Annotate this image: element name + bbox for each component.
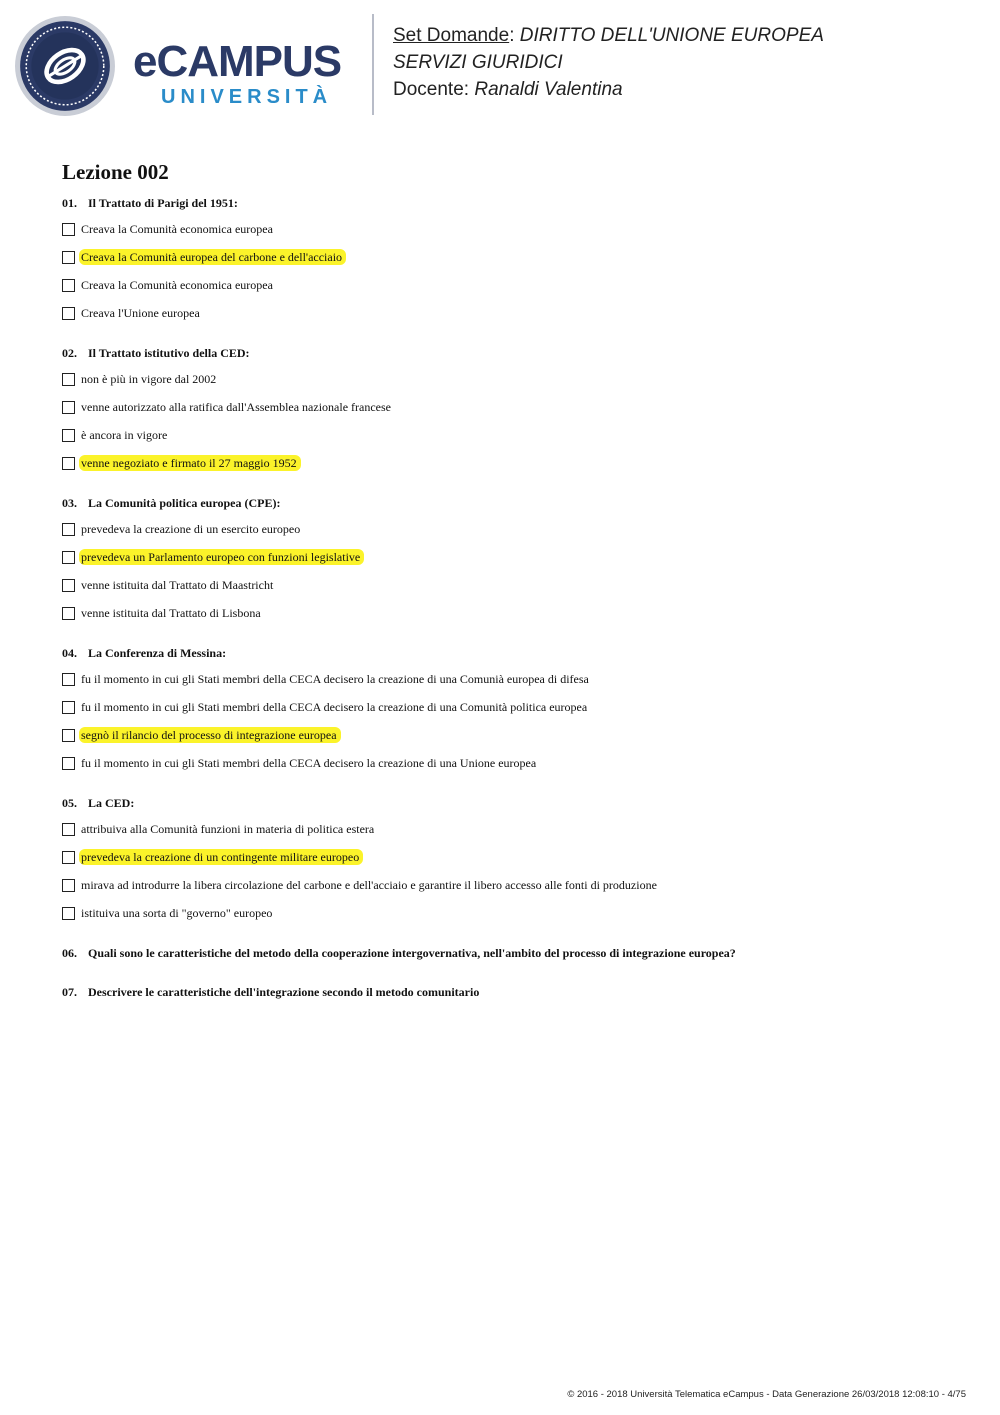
header-info (393, 22, 824, 103)
question-label: La Conferenza di Messina: (88, 646, 227, 660)
question-number: 01. (62, 196, 77, 210)
question-number: 02. (62, 346, 77, 360)
question-text (62, 346, 962, 361)
question-block (62, 796, 962, 921)
answer-checkbox[interactable] (62, 729, 75, 742)
correct-answer-text: venne negoziato e firmato il 27 maggio 1952 (79, 455, 301, 471)
question-text (62, 646, 962, 661)
answer-option (62, 605, 962, 621)
ecampus-logo-text (133, 37, 342, 109)
question-label: Descrivere le caratteristiche dell'integrazione secondo il metodo comunitario (88, 985, 480, 999)
answer-text: è ancora in vigore (81, 428, 168, 442)
question-number: 03. (62, 496, 77, 510)
question-block (62, 496, 962, 621)
answer-checkbox[interactable] (62, 401, 75, 414)
question-block (62, 646, 962, 771)
logo-wordmark: eCAMPUS (133, 37, 342, 86)
answer-option (62, 399, 962, 415)
teacher-line: Docente: Ranaldi Valentina (393, 79, 623, 100)
question-text (62, 496, 962, 511)
answer-checkbox[interactable] (62, 879, 75, 892)
question-label: Il Trattato istitutivo della CED: (88, 346, 250, 360)
answer-option (62, 577, 962, 593)
answer-text: Creava la Comunità economica europea (81, 222, 273, 236)
question-number: 06. (62, 946, 77, 960)
ecampus-logo-badge (14, 15, 116, 117)
question-text (62, 196, 962, 211)
answer-checkbox[interactable] (62, 551, 75, 564)
answer-option (62, 521, 962, 537)
question-number: 07. (62, 985, 77, 999)
questions-content (62, 160, 962, 1024)
answer-option (62, 221, 962, 237)
answer-checkbox[interactable] (62, 607, 75, 620)
question-label: La CED: (88, 796, 135, 810)
answer-option (62, 671, 962, 687)
answer-checkbox[interactable] (62, 373, 75, 386)
answer-text: Creava l'Unione europea (81, 306, 200, 320)
answer-text: fu il momento in cui gli Stati membri della CECA decisero la creazione di una Comunità politica europea (81, 700, 588, 714)
department-name: SERVIZI GIURIDICI (393, 52, 563, 73)
answer-text: venne autorizzato alla ratifica dall'Assemblea nazionale francese (81, 400, 391, 414)
answer-text: mirava ad introdurre la libera circolazione del carbone e dell'acciaio e garantire il libero accesso alle fonti di produzione (81, 878, 657, 892)
answer-option (62, 249, 962, 265)
correct-answer-text: prevedeva la creazione di un contingente militare europeo (79, 849, 363, 865)
answer-checkbox[interactable] (62, 307, 75, 320)
answer-checkbox[interactable] (62, 673, 75, 686)
answer-checkbox[interactable] (62, 907, 75, 920)
question-label: La Comunità politica europea (CPE): (88, 496, 281, 510)
correct-answer-text: prevedeva un Parlamento europeo con funzioni legislative (79, 549, 364, 565)
answer-text: prevedeva la creazione di un esercito europeo (81, 522, 301, 536)
answer-checkbox[interactable] (62, 523, 75, 536)
answer-text: attribuiva alla Comunità funzioni in materia di politica estera (81, 822, 375, 836)
answer-checkbox[interactable] (62, 223, 75, 236)
correct-answer-text: Creava la Comunità europea del carbone e dell'acciaio (79, 249, 346, 265)
answer-option (62, 371, 962, 387)
page-footer: © 2016 - 2018 Università Telematica eCampus - Data Generazione 26/03/2018 12:08:10 - 4/75 (567, 1389, 966, 1400)
answer-option (62, 305, 962, 321)
answer-option (62, 877, 962, 893)
question-label: Il Trattato di Parigi del 1951: (88, 196, 238, 210)
question-block (62, 196, 962, 321)
answer-checkbox[interactable] (62, 279, 75, 292)
teacher-name: Ranaldi Valentina (474, 79, 623, 100)
questions-list (62, 196, 962, 921)
question-number: 05. (62, 796, 77, 810)
question-block (62, 346, 962, 471)
answer-checkbox[interactable] (62, 251, 75, 264)
logo-subtitle: UNIVERSITÀ (161, 86, 333, 108)
course-line: Set Domande: DIRITTO DELL'UNIONE EUROPEA (393, 25, 824, 46)
answer-checkbox[interactable] (62, 823, 75, 836)
answer-text: venne istituita dal Trattato di Maastricht (81, 578, 274, 592)
answer-option (62, 699, 962, 715)
answer-checkbox[interactable] (62, 429, 75, 442)
header-divider (372, 14, 374, 115)
answer-option (62, 455, 962, 471)
answer-option (62, 549, 962, 565)
correct-answer-text: segnò il rilancio del processo di integrazione europea (79, 727, 341, 743)
course-name: DIRITTO DELL'UNIONE EUROPEA (519, 25, 824, 46)
department-line (393, 49, 824, 76)
answer-checkbox[interactable] (62, 579, 75, 592)
teacher-label: Docente (393, 79, 464, 100)
answer-option (62, 427, 962, 443)
answer-option (62, 849, 962, 865)
answer-option (62, 905, 962, 921)
answer-text: non è più in vigore dal 2002 (81, 372, 217, 386)
question-text (62, 796, 962, 811)
question-label: Quali sono le caratteristiche del metodo della cooperazione intergovernativa, nell'ambito del processo di integrazione europea? (88, 946, 736, 960)
open-questions-list (62, 946, 962, 1000)
answer-checkbox[interactable] (62, 701, 75, 714)
question-number: 04. (62, 646, 77, 660)
answer-option (62, 755, 962, 771)
answer-text: istituiva una sorta di "governo" europeo (81, 906, 273, 920)
answer-option (62, 821, 962, 837)
answer-checkbox[interactable] (62, 851, 75, 864)
open-question (62, 946, 962, 961)
page-header (0, 0, 1000, 130)
answer-checkbox[interactable] (62, 757, 75, 770)
answer-text: venne istituita dal Trattato di Lisbona (81, 606, 261, 620)
answer-option (62, 727, 962, 743)
answer-option (62, 277, 962, 293)
set-label: Set Domande (393, 25, 510, 46)
answer-checkbox[interactable] (62, 457, 75, 470)
lesson-title: Lezione 002 (62, 160, 169, 184)
answer-text: fu il momento in cui gli Stati membri della CECA decisero la creazione di una Comunià europea di difesa (81, 672, 589, 686)
answer-text: fu il momento in cui gli Stati membri della CECA decisero la creazione di una Unione europea (81, 756, 537, 770)
open-question (62, 985, 962, 1000)
answer-text: Creava la Comunità economica europea (81, 278, 273, 292)
